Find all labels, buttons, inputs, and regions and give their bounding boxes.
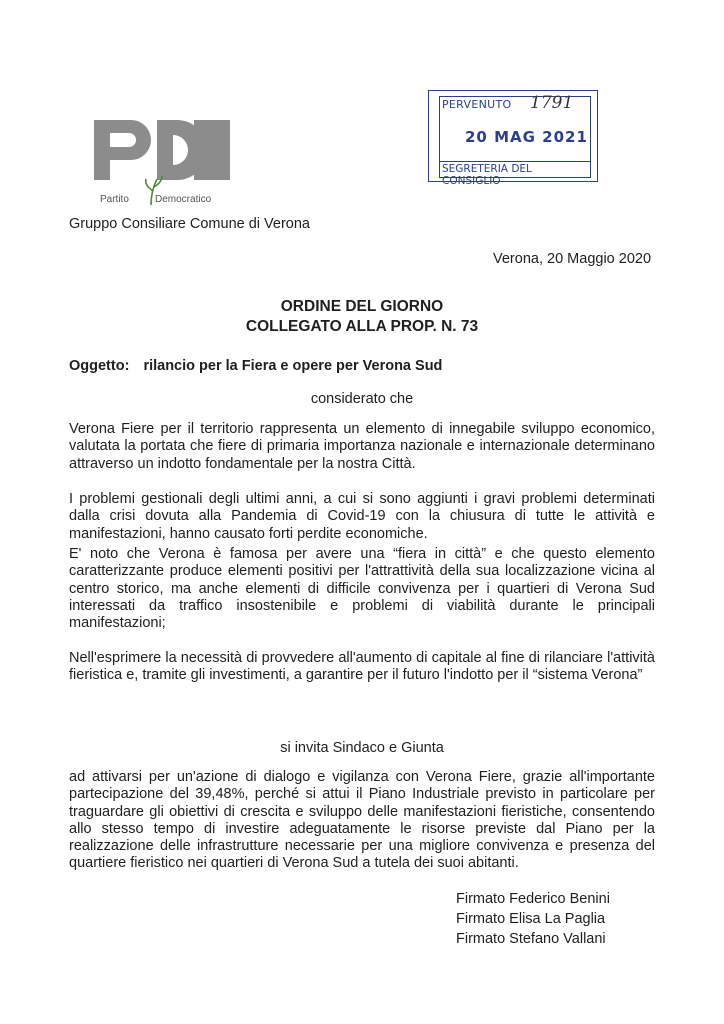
subject-text: rilancio per la Fiera e opere per Verona Sud [143, 358, 443, 374]
signature-line: Firmato Stefano Vallani [456, 931, 606, 947]
signature-line: Firmato Federico Benini [456, 891, 610, 907]
logo-text-democratico: Democratico [155, 194, 212, 205]
document-subtitle: COLLEGATO ALLA PROP. N. 73 [245, 318, 479, 335]
party-logo [91, 117, 231, 209]
paragraph: E' noto che Verona è famosa per avere una “fiera in città” e che questo elemento caratterizzante produce elementi positivi per l'attrattività della sua localizzazione vicina al centro storico, ma anche elementi di difficile convivenza per i quartieri di Verona Sud interessati da traffico insostenibile e problemi di viabilità durante le principali manifestazioni; [69, 546, 655, 632]
stamp-frame [439, 93, 591, 187]
request-paragraph: ad attivarsi per un'azione di dialogo e vigilanza con Verona Fiere, grazie all'importante partecipazione del 39,48%, perché si attui il Piano Industriale previsto in particolare per traguardare gli obiettivi di crescita e sviluppo delle manifestazioni fieristiche, consentendo allo stesso tempo di investire adeguatamente le risorse previste dal Piano per la realizzazione delle infrastrutture necessarie per una migliore convivenza e presenza del quartiere fieristico nei quartieri di Verona Sud a tutela dei suoi abitanti. [69, 769, 655, 872]
paragraph: Verona Fiere per il territorio rappresenta un elemento di innegabile sviluppo economico, valutata la portata che fiere di primaria importanza nazionale e internazionale determinano attraverso un indotto fondamentale per la nostra Città. [69, 421, 655, 472]
council-group-name: Gruppo Consiliare Comune di Verona [69, 216, 310, 232]
subject-line [69, 358, 442, 374]
place-and-date: Verona, 20 Maggio 2020 [493, 251, 652, 267]
document-title: ORDINE DEL GIORNO [280, 298, 444, 315]
paragraph: I problemi gestionali degli ultimi anni, a cui si sono aggiunti i gravi problemi determinati dalla crisi dovuta alla Pandemia di Covid-19 con la chiusura di tutte le attività e manifestazioni, hanno causato forti perdite economiche. [69, 491, 655, 542]
signature-line: Firmato Elisa La Paglia [456, 911, 606, 927]
considering-heading: considerato che [310, 391, 414, 407]
stamp-office: SEGRETERIA DEL CONSIGLIO [442, 163, 532, 187]
logo-text-partito: Partito [100, 194, 129, 205]
stamp-date: 20 MAG 2021 [465, 128, 588, 146]
stamp-received-label: PERVENUTO [442, 98, 512, 111]
received-stamp [428, 90, 598, 187]
stamp-divider [440, 161, 590, 162]
stamp-protocol-number: 1791 [530, 93, 574, 113]
paragraph: Nell'esprimere la necessità di provvedere all'aumento di capitale al fine di rilanciare l'attività fieristica e, tramite gli investimenti, a garantire per il futuro l'indotto per il “sistema Verona” [69, 650, 655, 684]
invite-heading: si invita Sindaco e Giunta [280, 740, 444, 756]
subject-label: Oggetto: [69, 358, 130, 374]
